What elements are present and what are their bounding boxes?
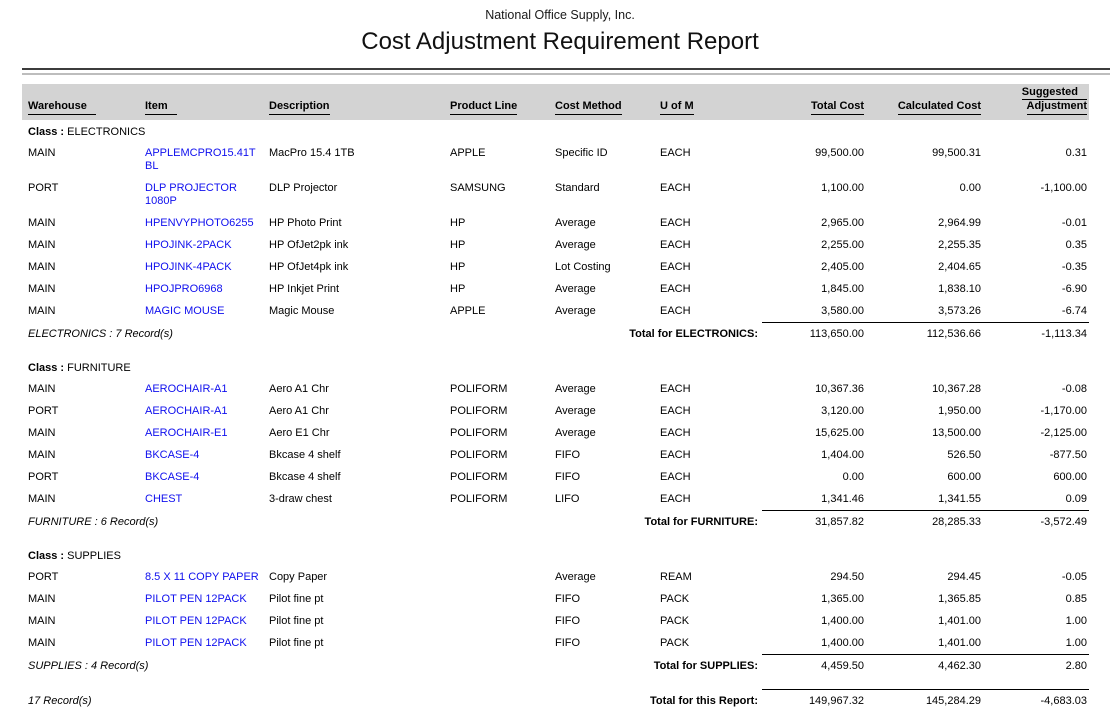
item-code-link[interactable]: PILOT PEN 12PACK <box>139 632 263 655</box>
table-row <box>22 256 1089 278</box>
suggested-adjustment-cell: -0.01 <box>983 212 1089 234</box>
total-cost-cell: 10,367.36 <box>762 378 866 400</box>
col-header-warehouse <box>22 84 139 120</box>
col-header-cost-method <box>549 84 654 120</box>
uom-cell: EACH <box>654 177 762 212</box>
spacer-cell <box>22 677 1089 690</box>
warehouse-cell: MAIN <box>22 234 139 256</box>
class-header <box>22 345 1089 378</box>
cost-method-cell: Average <box>549 566 654 588</box>
class-label: Class : <box>28 550 64 562</box>
calculated-cost-cell: 526.50 <box>866 444 983 466</box>
warehouse-cell: MAIN <box>22 422 139 444</box>
cost-method-cell: FIFO <box>549 444 654 466</box>
total-cost-cell: 1,845.00 <box>762 278 866 300</box>
item-code-link[interactable]: BKCASE-4 <box>139 466 263 488</box>
suggested-adjustment-cell: -2,125.00 <box>983 422 1089 444</box>
description-cell: Aero E1 Chr <box>263 422 444 444</box>
item-code-link[interactable]: DLP PROJECTOR 1080P <box>139 177 263 212</box>
col-header-product-line <box>444 84 549 120</box>
uom-cell: REAM <box>654 566 762 588</box>
calculated-cost-cell: 1,365.85 <box>866 588 983 610</box>
table-row <box>22 588 1089 610</box>
product-line-cell: HP <box>444 256 549 278</box>
col-header-description <box>263 84 444 120</box>
product-line-cell <box>444 632 549 655</box>
uom-cell: EACH <box>654 422 762 444</box>
item-code-link[interactable]: HPOJPRO6968 <box>139 278 263 300</box>
description-cell: Copy Paper <box>263 566 444 588</box>
uom-cell: EACH <box>654 234 762 256</box>
total-cost-cell: 1,365.00 <box>762 588 866 610</box>
uom-cell: PACK <box>654 632 762 655</box>
product-line-cell: HP <box>444 234 549 256</box>
report-record-count: 17 Record(s) <box>22 690 444 712</box>
description-cell: Aero A1 Chr <box>263 400 444 422</box>
company-name: National Office Supply, Inc. <box>0 0 1120 22</box>
suggested-adjustment-cell: 1.00 <box>983 632 1089 655</box>
cost-method-cell: Specific ID <box>549 142 654 177</box>
uom-cell: EACH <box>654 278 762 300</box>
class-header-row <box>22 345 1089 378</box>
calculated-cost-cell: 1,401.00 <box>866 610 983 632</box>
report-total-cost-cell: 149,967.32 <box>762 690 866 712</box>
class-name: SUPPLIES <box>67 550 121 562</box>
suggested-adjustment-cell: -0.35 <box>983 256 1089 278</box>
cost-method-cell: Average <box>549 400 654 422</box>
item-code-link[interactable]: APPLEMCPRO15.41TBL <box>139 142 263 177</box>
uom-cell: PACK <box>654 588 762 610</box>
calculated-cost-cell: 2,255.35 <box>866 234 983 256</box>
class-header <box>22 533 1089 566</box>
group-total-cost-cell: 4,459.50 <box>762 655 866 678</box>
description-cell: HP Photo Print <box>263 212 444 234</box>
header-rule-dark <box>22 68 1110 70</box>
group-total-row <box>22 655 1089 678</box>
cost-method-cell: LIFO <box>549 488 654 511</box>
description-cell: HP Inkjet Print <box>263 278 444 300</box>
total-cost-cell: 1,400.00 <box>762 610 866 632</box>
item-code-link[interactable]: HPOJINK-4PACK <box>139 256 263 278</box>
item-code-link[interactable]: AEROCHAIR-E1 <box>139 422 263 444</box>
description-cell: HP OfJet4pk ink <box>263 256 444 278</box>
calculated-cost-cell: 600.00 <box>866 466 983 488</box>
col-header-total-cost <box>762 84 866 120</box>
table-row <box>22 566 1089 588</box>
uom-cell: EACH <box>654 400 762 422</box>
warehouse-cell: MAIN <box>22 212 139 234</box>
col-header-calculated-cost-label: Calculated Cost <box>898 100 981 115</box>
suggested-adjustment-cell: 0.35 <box>983 234 1089 256</box>
group-total-cost-cell: 113,650.00 <box>762 323 866 346</box>
class-header-row <box>22 533 1089 566</box>
header-rule <box>22 68 1110 75</box>
cost-method-cell: Average <box>549 300 654 323</box>
record-count: SUPPLIES : 4 Record(s) <box>22 655 444 678</box>
col-header-suggested-adjustment <box>983 84 1089 120</box>
calculated-cost-cell: 1,838.10 <box>866 278 983 300</box>
description-cell: DLP Projector <box>263 177 444 212</box>
col-header-description-label: Description <box>269 100 330 115</box>
uom-cell: EACH <box>654 300 762 323</box>
cost-method-cell: Lot Costing <box>549 256 654 278</box>
group-calculated-cost-cell: 4,462.30 <box>866 655 983 678</box>
item-code-link[interactable]: AEROCHAIR-A1 <box>139 378 263 400</box>
uom-cell: EACH <box>654 378 762 400</box>
group-suggested-adjustment-cell: -1,113.34 <box>983 323 1089 346</box>
description-cell: 3-draw chest <box>263 488 444 511</box>
total-cost-cell: 2,405.00 <box>762 256 866 278</box>
warehouse-cell: MAIN <box>22 142 139 177</box>
suggested-adjustment-cell: -1,100.00 <box>983 177 1089 212</box>
product-line-cell: POLIFORM <box>444 422 549 444</box>
report-total-label: Total for this Report: <box>444 690 762 712</box>
calculated-cost-cell: 1,341.55 <box>866 488 983 511</box>
total-cost-cell: 99,500.00 <box>762 142 866 177</box>
group-total-row <box>22 323 1089 346</box>
uom-cell: PACK <box>654 610 762 632</box>
class-label: Class : <box>28 126 64 138</box>
suggested-adjustment-cell: -1,170.00 <box>983 400 1089 422</box>
product-line-cell: POLIFORM <box>444 488 549 511</box>
report-calculated-cost-cell: 145,284.29 <box>866 690 983 712</box>
col-header-total-cost-label: Total Cost <box>811 100 864 115</box>
cost-method-cell: FIFO <box>549 610 654 632</box>
spacer-row <box>22 677 1089 690</box>
description-cell: Aero A1 Chr <box>263 378 444 400</box>
table-row <box>22 400 1089 422</box>
class-header <box>22 120 1089 142</box>
warehouse-cell: MAIN <box>22 488 139 511</box>
total-cost-cell: 15,625.00 <box>762 422 866 444</box>
total-cost-cell: 1,400.00 <box>762 632 866 655</box>
class-name: FURNITURE <box>67 362 131 374</box>
col-header-item-label: Item <box>145 100 177 115</box>
product-line-cell <box>444 566 549 588</box>
suggested-adjustment-cell: -6.90 <box>983 278 1089 300</box>
group-suggested-adjustment-cell: 2.80 <box>983 655 1089 678</box>
product-line-cell: HP <box>444 212 549 234</box>
total-cost-cell: 3,580.00 <box>762 300 866 323</box>
warehouse-cell: MAIN <box>22 610 139 632</box>
col-header-suggested-label: Suggested <box>1022 86 1087 101</box>
cost-method-cell: Average <box>549 422 654 444</box>
uom-cell: EACH <box>654 142 762 177</box>
description-cell: MacPro 15.4 1TB <box>263 142 444 177</box>
product-line-cell <box>444 588 549 610</box>
col-header-cost-method-label: Cost Method <box>555 100 622 115</box>
warehouse-cell: PORT <box>22 177 139 212</box>
table-row <box>22 300 1089 323</box>
uom-cell: EACH <box>654 256 762 278</box>
warehouse-cell: MAIN <box>22 256 139 278</box>
suggested-adjustment-cell: -0.05 <box>983 566 1089 588</box>
description-cell: Pilot fine pt <box>263 588 444 610</box>
warehouse-cell: MAIN <box>22 588 139 610</box>
table-row <box>22 378 1089 400</box>
item-code-link[interactable]: PILOT PEN 12PACK <box>139 610 263 632</box>
col-header-calculated-cost <box>866 84 983 120</box>
item-code-link[interactable]: BKCASE-4 <box>139 444 263 466</box>
uom-cell: EACH <box>654 488 762 511</box>
warehouse-cell: PORT <box>22 400 139 422</box>
product-line-cell: HP <box>444 278 549 300</box>
cost-method-cell: Standard <box>549 177 654 212</box>
record-count: FURNITURE : 6 Record(s) <box>22 511 444 534</box>
description-cell: Bkcase 4 shelf <box>263 444 444 466</box>
col-header-item <box>139 84 263 120</box>
col-header-adjustment-label: Adjustment <box>1027 100 1088 115</box>
calculated-cost-cell: 2,404.65 <box>866 256 983 278</box>
suggested-adjustment-cell: 1.00 <box>983 610 1089 632</box>
product-line-cell: APPLE <box>444 142 549 177</box>
report-table <box>22 84 1089 712</box>
group-total-row <box>22 511 1089 534</box>
group-total-label: Total for SUPPLIES: <box>444 655 762 678</box>
col-header-uom <box>654 84 762 120</box>
warehouse-cell: MAIN <box>22 378 139 400</box>
col-header-warehouse-label: Warehouse <box>28 100 96 115</box>
total-cost-cell: 1,100.00 <box>762 177 866 212</box>
table-row <box>22 142 1089 177</box>
total-cost-cell: 3,120.00 <box>762 400 866 422</box>
calculated-cost-cell: 0.00 <box>866 177 983 212</box>
warehouse-cell: MAIN <box>22 278 139 300</box>
total-cost-cell: 1,404.00 <box>762 444 866 466</box>
page-title: Cost Adjustment Requirement Report <box>0 28 1120 56</box>
table-row <box>22 212 1089 234</box>
suggested-adjustment-cell: 0.85 <box>983 588 1089 610</box>
total-cost-cell: 0.00 <box>762 466 866 488</box>
product-line-cell <box>444 610 549 632</box>
table-row <box>22 278 1089 300</box>
product-line-cell: APPLE <box>444 300 549 323</box>
table-row <box>22 234 1089 256</box>
total-cost-cell: 2,255.00 <box>762 234 866 256</box>
item-code-link[interactable]: PILOT PEN 12PACK <box>139 588 263 610</box>
table-row <box>22 632 1089 655</box>
calculated-cost-cell: 1,401.00 <box>866 632 983 655</box>
suggested-adjustment-cell: 600.00 <box>983 466 1089 488</box>
total-cost-cell: 294.50 <box>762 566 866 588</box>
calculated-cost-cell: 294.45 <box>866 566 983 588</box>
cost-method-cell: Average <box>549 278 654 300</box>
report-total-row <box>22 690 1089 712</box>
description-cell: HP OfJet2pk ink <box>263 234 444 256</box>
product-line-cell: POLIFORM <box>444 400 549 422</box>
group-calculated-cost-cell: 28,285.33 <box>866 511 983 534</box>
calculated-cost-cell: 2,964.99 <box>866 212 983 234</box>
record-count: ELECTRONICS : 7 Record(s) <box>22 323 444 346</box>
suggested-adjustment-cell: -0.08 <box>983 378 1089 400</box>
table-row <box>22 444 1089 466</box>
table-row <box>22 466 1089 488</box>
suggested-adjustment-cell: 0.31 <box>983 142 1089 177</box>
product-line-cell: POLIFORM <box>444 378 549 400</box>
product-line-cell: POLIFORM <box>444 444 549 466</box>
warehouse-cell: PORT <box>22 566 139 588</box>
class-name: ELECTRONICS <box>67 126 145 138</box>
cost-method-cell: Average <box>549 234 654 256</box>
item-code-link[interactable]: HPENVYPHOTO6255 <box>139 212 263 234</box>
item-code-link[interactable]: CHEST <box>139 488 263 511</box>
warehouse-cell: MAIN <box>22 444 139 466</box>
calculated-cost-cell: 1,950.00 <box>866 400 983 422</box>
product-line-cell: SAMSUNG <box>444 177 549 212</box>
description-cell: Pilot fine pt <box>263 632 444 655</box>
item-code-link[interactable]: MAGIC MOUSE <box>139 300 263 323</box>
warehouse-cell: PORT <box>22 466 139 488</box>
table-row <box>22 488 1089 511</box>
suggested-adjustment-cell: 0.09 <box>983 488 1089 511</box>
cost-method-cell: Average <box>549 212 654 234</box>
item-code-link[interactable]: 8.5 X 11 COPY PAPER <box>139 566 263 588</box>
warehouse-cell: MAIN <box>22 632 139 655</box>
total-cost-cell: 1,341.46 <box>762 488 866 511</box>
column-header-row <box>22 84 1089 120</box>
group-total-label: Total for ELECTRONICS: <box>444 323 762 346</box>
uom-cell: EACH <box>654 466 762 488</box>
group-total-cost-cell: 31,857.82 <box>762 511 866 534</box>
col-header-product-line-label: Product Line <box>450 100 517 115</box>
description-cell: Magic Mouse <box>263 300 444 323</box>
col-header-uom-label: U of M <box>660 100 694 115</box>
item-code-link[interactable]: HPOJINK-2PACK <box>139 234 263 256</box>
suggested-adjustment-cell: -6.74 <box>983 300 1089 323</box>
item-code-link[interactable]: AEROCHAIR-A1 <box>139 400 263 422</box>
cost-method-cell: Average <box>549 378 654 400</box>
uom-cell: EACH <box>654 444 762 466</box>
description-cell: Bkcase 4 shelf <box>263 466 444 488</box>
report-suggested-adjustment-cell: -4,683.03 <box>983 690 1089 712</box>
group-suggested-adjustment-cell: -3,572.49 <box>983 511 1089 534</box>
calculated-cost-cell: 10,367.28 <box>866 378 983 400</box>
class-label: Class : <box>28 362 64 374</box>
calculated-cost-cell: 13,500.00 <box>866 422 983 444</box>
cost-method-cell: FIFO <box>549 466 654 488</box>
calculated-cost-cell: 99,500.31 <box>866 142 983 177</box>
total-cost-cell: 2,965.00 <box>762 212 866 234</box>
table-row <box>22 422 1089 444</box>
class-header-row <box>22 120 1089 142</box>
suggested-adjustment-cell: -877.50 <box>983 444 1089 466</box>
description-cell: Pilot fine pt <box>263 610 444 632</box>
table-row <box>22 177 1089 212</box>
cost-method-cell: FIFO <box>549 588 654 610</box>
group-total-label: Total for FURNITURE: <box>444 511 762 534</box>
product-line-cell: POLIFORM <box>444 466 549 488</box>
table-row <box>22 610 1089 632</box>
header-rule-light <box>22 73 1110 75</box>
uom-cell: EACH <box>654 212 762 234</box>
calculated-cost-cell: 3,573.26 <box>866 300 983 323</box>
group-calculated-cost-cell: 112,536.66 <box>866 323 983 346</box>
warehouse-cell: MAIN <box>22 300 139 323</box>
cost-method-cell: FIFO <box>549 632 654 655</box>
